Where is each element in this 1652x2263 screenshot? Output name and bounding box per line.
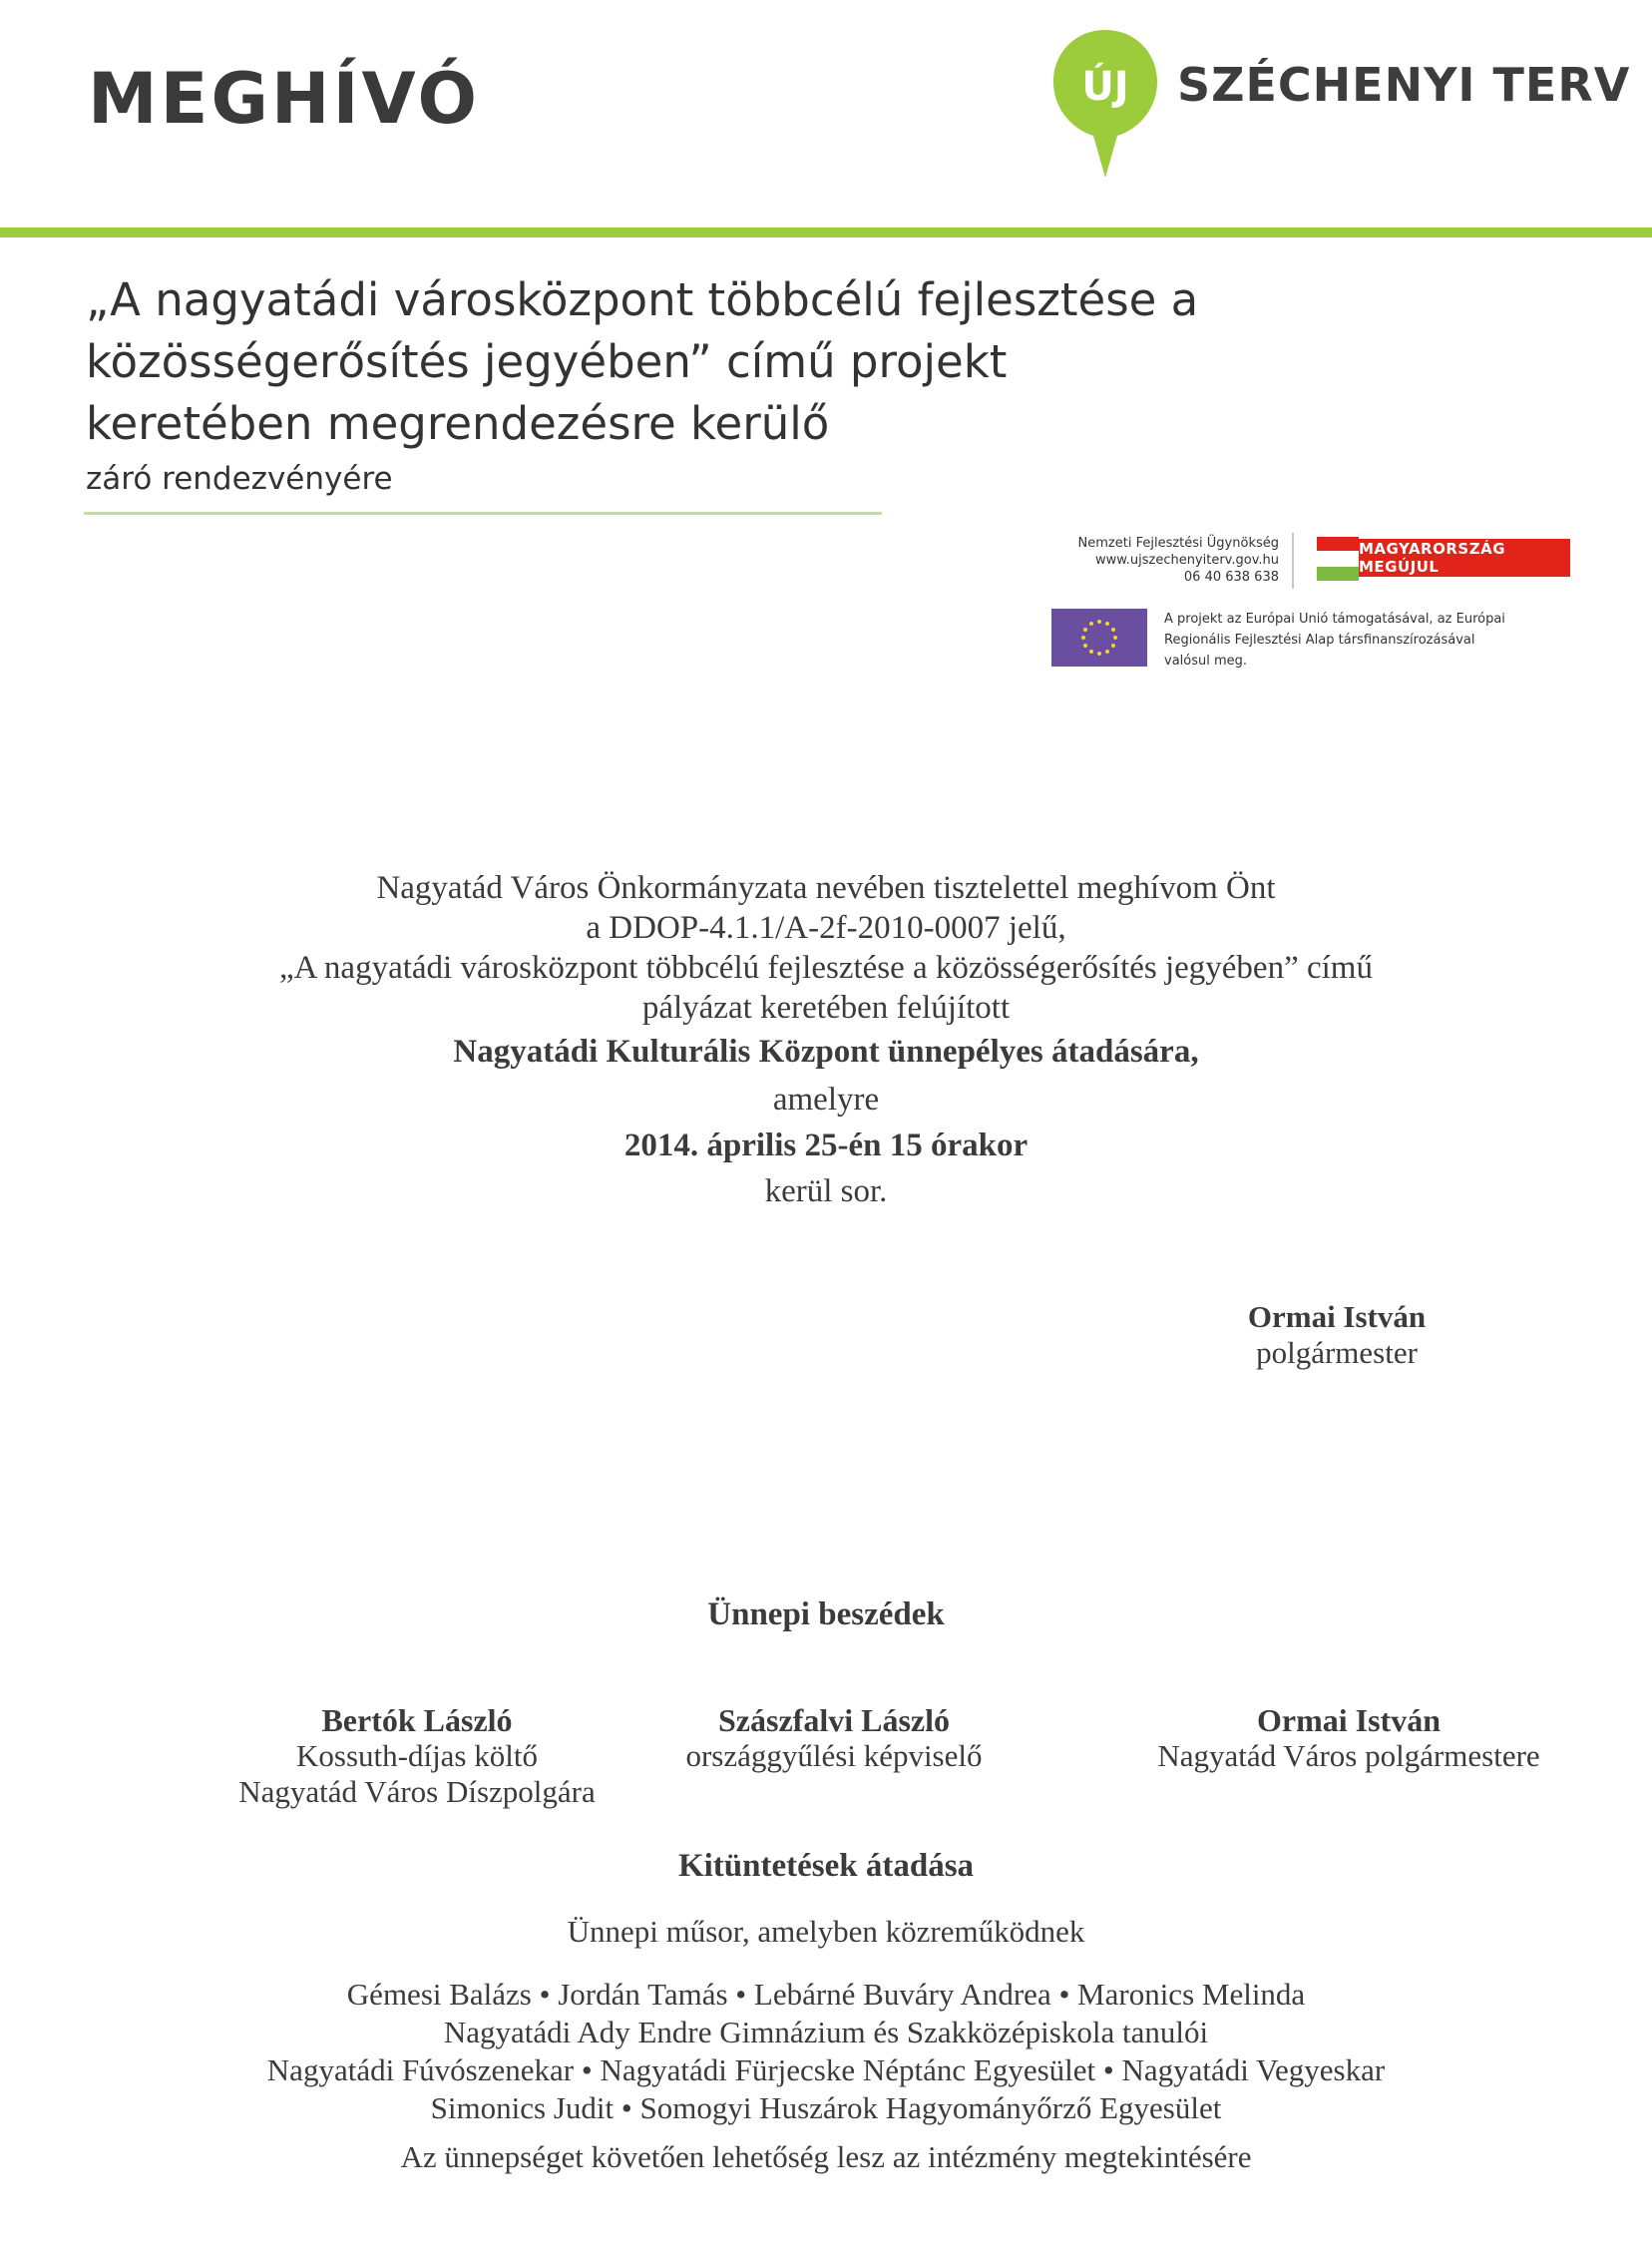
signer — [1177, 1299, 1496, 1371]
speaker-title: Nagyatád Város polgármestere — [1157, 1738, 1540, 1773]
speaker-name: Ormai István — [1257, 1702, 1441, 1738]
szechenyi-terv-logo-icon — [1049, 26, 1161, 182]
header-divider — [0, 227, 1652, 237]
invitation-line: „A nagyatádi városközpont többcélú fejlesztése a közösségerősítés jegyében” című — [279, 950, 1373, 986]
project-subtitle: záró rendezvényére — [86, 461, 393, 497]
speaker-name: Szászfalvi László — [718, 1702, 950, 1738]
performers-list — [0, 1976, 1652, 2127]
invitation-line: a DDOP-4.1.1/A-2f-2010-0007 jelű, — [586, 910, 1066, 946]
program-intro: Ünnepi műsor, amelyben közreműködnek — [567, 1914, 1085, 1949]
agency-phone: 06 40 638 638 — [1183, 570, 1279, 585]
signer-role: polgármester — [1256, 1335, 1418, 1370]
eu-support-text — [1164, 609, 1563, 672]
invitation-line: kerül sor. — [764, 1173, 888, 1209]
invitation-line: amelyre — [772, 1082, 880, 1118]
subtitle-underline — [84, 512, 882, 515]
speaker-title: Nagyatád Város Díszpolgára — [238, 1774, 596, 1809]
hungarian-flag-icon — [1317, 537, 1359, 581]
project-title-line: keretében megrendezésre kerülő — [86, 397, 830, 450]
speaker — [575, 1702, 1093, 1774]
project-title-line: közösségerősítés jegyében” című projekt — [86, 335, 1008, 388]
speaker-name: Bertók László — [321, 1702, 513, 1738]
invitation-line: pályázat keretében felújított — [641, 990, 1011, 1026]
project-title-line: „A nagyatádi városközpont többcélú fejlesztése a — [86, 273, 1199, 326]
eu-flag-icon — [1051, 609, 1147, 667]
event-datetime: 2014. április 25-én 15 órakor — [623, 1128, 1029, 1163]
logo-text: SZÉCHENYI TERV — [1177, 58, 1631, 112]
speaker-title: országgyűlési képviselő — [685, 1738, 983, 1773]
signer-name: Ormai István — [1247, 1299, 1427, 1334]
project-title — [86, 269, 1199, 455]
speaker-title: Kossuth-díjas költő — [296, 1738, 538, 1773]
agency-contact — [1028, 535, 1279, 586]
logo-badge-text: ÚJ — [1081, 64, 1129, 110]
eu-text-line: Regionális Fejlesztési Alap társfinanszírozásával — [1164, 633, 1475, 648]
eu-text-line: A projekt az Európai Unió támogatásával, az Európai — [1164, 612, 1505, 627]
performers-line: Simonics Judit • Somogyi Huszárok Hagyományőrző Egyesület — [430, 2090, 1222, 2125]
venue-name: Nagyatádi Kulturális Központ ünnepélyes átadására, — [453, 1034, 1199, 1070]
magyarorszag-megujul-badge: MAGYARORSZÁG MEGÚJUL — [1359, 539, 1570, 577]
eu-text-line: valósul meg. — [1164, 654, 1248, 669]
performers-line: Gémesi Balázs • Jordán Tamás • Lebárné Buváry Andrea • Maronics Melinda — [346, 1977, 1306, 2012]
speaker — [1089, 1702, 1608, 1774]
agency-website: www.ujszechenyiterv.gov.hu — [1095, 553, 1279, 568]
awards-heading: Kitüntetések átadása — [677, 1848, 975, 1884]
agency-name: Nemzeti Fejlesztési Ügynökség — [1077, 536, 1279, 551]
performers-line: Nagyatádi Ady Endre Gimnázium és Szakközépiskola tanulói — [443, 2015, 1209, 2049]
closing-note: Az ünnepséget követően lehetőség lesz az intézmény megtekintésére — [400, 2139, 1252, 2174]
performers-line: Nagyatádi Fúvószenekar • Nagyatádi Fürjecske Néptánc Egyesület • Nagyatádi Vegyeskar — [266, 2052, 1386, 2087]
invitation-body — [0, 868, 1652, 1211]
invitation-line: Nagyatád Város Önkormányzata nevében tisztelettel meghívom Önt — [376, 870, 1276, 906]
page-title: MEGHÍVÓ — [88, 58, 481, 140]
speeches-heading: Ünnepi beszédek — [707, 1596, 945, 1632]
agency-divider — [1292, 533, 1294, 589]
